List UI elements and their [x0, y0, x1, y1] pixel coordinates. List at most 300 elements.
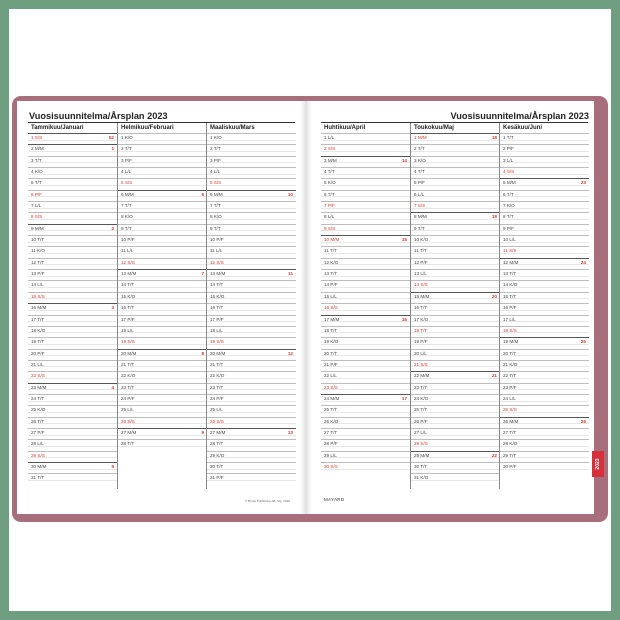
day-list — [500, 133, 589, 473]
day-row[interactable] — [321, 405, 410, 416]
day-row[interactable] — [28, 292, 117, 303]
day-row[interactable] — [500, 292, 589, 303]
day-row[interactable] — [207, 439, 296, 450]
week-number: 52 — [108, 135, 114, 140]
day-row[interactable] — [207, 190, 296, 201]
day-label: 23 M/M — [31, 384, 47, 390]
day-row[interactable] — [411, 190, 500, 201]
month-column — [410, 123, 500, 489]
day-row[interactable] — [207, 428, 296, 439]
day-row[interactable] — [321, 394, 410, 405]
day-row[interactable] — [500, 349, 589, 360]
day-row[interactable] — [500, 178, 589, 189]
day-label: 16 T/T — [121, 305, 135, 311]
day-row[interactable] — [28, 360, 117, 371]
day-label: 23 P/F — [503, 384, 517, 390]
day-label: 8 S/S — [31, 214, 43, 220]
day-row[interactable] — [321, 371, 410, 382]
day-row[interactable] — [207, 315, 296, 326]
day-list — [207, 133, 296, 485]
day-row[interactable] — [500, 303, 589, 314]
day-row[interactable] — [28, 349, 117, 360]
day-row[interactable] — [500, 167, 589, 178]
day-label: 31 T/T — [31, 475, 45, 481]
day-row[interactable] — [207, 451, 296, 462]
day-row[interactable] — [207, 462, 296, 473]
week-number: 23 — [580, 180, 586, 186]
day-row[interactable] — [207, 133, 296, 144]
day-row[interactable] — [118, 417, 207, 428]
day-row[interactable] — [28, 235, 117, 246]
day-row[interactable] — [207, 156, 296, 167]
week-number: 11 — [288, 271, 293, 277]
day-row[interactable] — [28, 280, 117, 291]
day-row[interactable] — [28, 473, 117, 484]
day-row[interactable] — [118, 428, 207, 439]
day-row[interactable] — [28, 371, 117, 382]
day-row[interactable] — [118, 235, 207, 246]
day-label: 11 S/S — [503, 248, 517, 254]
day-row[interactable] — [28, 144, 117, 155]
day-row[interactable] — [321, 133, 410, 144]
day-row[interactable] — [411, 383, 500, 394]
day-row[interactable] — [500, 156, 589, 167]
day-label: 16 S/S — [324, 305, 338, 311]
day-label: 15 T/T — [503, 293, 517, 299]
day-row[interactable] — [500, 326, 589, 337]
day-label: 19 S/S — [210, 339, 224, 345]
day-label: 20 T/T — [324, 350, 338, 356]
day-row[interactable] — [118, 280, 207, 291]
day-row[interactable] — [411, 337, 500, 348]
day-row[interactable] — [321, 258, 410, 269]
day-label: 19 K/O — [324, 339, 339, 345]
day-row[interactable] — [118, 360, 207, 371]
day-label: 24 P/F — [121, 395, 135, 401]
day-label: 7 L/L — [31, 203, 42, 209]
day-label: 17 M/M — [324, 316, 340, 322]
day-row[interactable] — [321, 156, 410, 167]
day-row[interactable] — [118, 178, 207, 189]
day-label: 23 T/T — [121, 384, 135, 390]
day-row[interactable] — [321, 315, 410, 326]
day-row[interactable] — [500, 439, 589, 450]
calendar-grid-left — [28, 122, 295, 489]
day-label: 13 L/L — [414, 271, 427, 277]
day-row[interactable] — [207, 405, 296, 416]
day-row[interactable] — [500, 462, 589, 473]
day-row[interactable] — [118, 201, 207, 212]
day-row[interactable] — [500, 133, 589, 144]
day-row[interactable] — [321, 337, 410, 348]
day-row[interactable] — [321, 383, 410, 394]
row-guideline — [321, 140, 410, 141]
day-label: 18 L/L — [121, 327, 134, 333]
day-row[interactable] — [118, 292, 207, 303]
day-row[interactable] — [118, 383, 207, 394]
day-row[interactable] — [118, 315, 207, 326]
day-row[interactable] — [500, 201, 589, 212]
day-row[interactable] — [118, 303, 207, 314]
week-number: 4 — [111, 384, 114, 390]
day-row[interactable] — [411, 246, 500, 257]
day-row[interactable] — [207, 246, 296, 257]
day-row[interactable] — [207, 178, 296, 189]
day-label: 12 K/O — [324, 259, 339, 265]
day-label: 5 K/O — [324, 180, 336, 186]
day-label: 12 S/S — [121, 259, 135, 265]
week-number: 25 — [580, 339, 586, 345]
day-label: 15 K/O — [121, 293, 136, 299]
day-label: 29 M/M — [414, 452, 430, 458]
day-row[interactable] — [321, 167, 410, 178]
day-row[interactable] — [118, 439, 207, 450]
day-row[interactable] — [28, 383, 117, 394]
day-row[interactable] — [28, 133, 117, 144]
day-row[interactable] — [321, 303, 410, 314]
day-row[interactable] — [207, 417, 296, 428]
day-label: 4 L/L — [210, 169, 221, 175]
day-label: 4 L/L — [121, 169, 132, 175]
day-row[interactable] — [500, 428, 589, 439]
day-label: 17 P/F — [121, 316, 135, 322]
day-label: 1 S/S — [31, 135, 43, 140]
week-number: 2 — [111, 225, 114, 231]
week-number: 12 — [287, 350, 293, 356]
day-row[interactable] — [411, 360, 500, 371]
day-label: 14 K/O — [503, 282, 518, 288]
day-row[interactable] — [321, 190, 410, 201]
day-row[interactable] — [411, 315, 500, 326]
day-label: 26 T/T — [31, 418, 45, 424]
day-row[interactable] — [411, 326, 500, 337]
day-label: 15 K/O — [210, 293, 225, 299]
day-row[interactable] — [411, 201, 500, 212]
day-label: 31 P/F — [210, 475, 224, 481]
day-row[interactable] — [28, 326, 117, 337]
day-row[interactable] — [207, 212, 296, 223]
day-row[interactable] — [28, 201, 117, 212]
day-label: 1 T/T — [503, 135, 514, 140]
day-row[interactable] — [411, 133, 500, 144]
calendar-grid-right — [321, 122, 588, 489]
day-label: 12 S/S — [210, 259, 224, 265]
day-label: 11 L/L — [121, 248, 134, 254]
day-row[interactable] — [500, 144, 589, 155]
month-column — [206, 123, 296, 489]
day-row[interactable] — [411, 178, 500, 189]
day-row[interactable] — [411, 439, 500, 450]
day-row[interactable] — [207, 167, 296, 178]
day-label: 2 S/S — [324, 146, 336, 152]
day-row[interactable] — [411, 473, 500, 484]
day-row[interactable] — [411, 451, 500, 462]
day-label: 2 M/M — [31, 146, 44, 152]
copyright-note: © Burde Publishing AB, Sig. 7049 — [245, 499, 290, 503]
week-number: 8 — [201, 350, 204, 356]
day-row[interactable] — [411, 303, 500, 314]
day-row[interactable] — [118, 326, 207, 337]
day-row[interactable] — [411, 280, 500, 291]
day-row[interactable] — [207, 394, 296, 405]
day-row[interactable] — [411, 235, 500, 246]
day-row[interactable] — [411, 156, 500, 167]
day-label: 8 K/O — [121, 214, 133, 220]
day-row[interactable] — [28, 451, 117, 462]
day-row[interactable] — [118, 246, 207, 257]
day-row[interactable] — [411, 371, 500, 382]
day-row[interactable] — [207, 360, 296, 371]
row-guideline — [321, 219, 410, 220]
day-row[interactable] — [118, 144, 207, 155]
day-label: 28 T/T — [210, 441, 224, 447]
day-row[interactable] — [500, 360, 589, 371]
day-row[interactable] — [28, 167, 117, 178]
day-row[interactable] — [411, 144, 500, 155]
day-row[interactable] — [118, 167, 207, 178]
day-row[interactable] — [321, 417, 410, 428]
day-label: 29 K/O — [210, 452, 225, 458]
day-row[interactable] — [411, 258, 500, 269]
day-row[interactable] — [28, 178, 117, 189]
day-row[interactable] — [28, 394, 117, 405]
day-label: 2 T/T — [121, 146, 132, 152]
day-row[interactable] — [207, 473, 296, 484]
day-label: 29 L/L — [324, 452, 337, 458]
day-row[interactable] — [321, 439, 410, 450]
day-label: 14 P/F — [324, 282, 338, 288]
day-row[interactable] — [321, 462, 410, 473]
day-row[interactable] — [28, 156, 117, 167]
day-row[interactable] — [321, 269, 410, 280]
day-label: 25 L/L — [121, 407, 134, 413]
day-label: 30 S/S — [324, 463, 338, 469]
day-row[interactable] — [28, 462, 117, 473]
day-row[interactable] — [500, 280, 589, 291]
day-label: 12 P/F — [414, 259, 428, 265]
day-row[interactable] — [321, 246, 410, 257]
day-row[interactable] — [207, 258, 296, 269]
day-row[interactable] — [118, 394, 207, 405]
day-label: 17 L/L — [503, 316, 516, 322]
day-row[interactable] — [207, 292, 296, 303]
day-label: 3 P/F — [121, 157, 132, 163]
day-row[interactable] — [411, 394, 500, 405]
day-row[interactable] — [321, 235, 410, 246]
day-label: 20 M/M — [121, 350, 137, 356]
day-row[interactable] — [500, 405, 589, 416]
day-row[interactable] — [500, 258, 589, 269]
day-row[interactable] — [500, 315, 589, 326]
day-row[interactable] — [28, 439, 117, 450]
day-row[interactable] — [321, 144, 410, 155]
day-label: 10 T/T — [31, 237, 45, 243]
day-row[interactable] — [118, 133, 207, 144]
month-header: Helmikuu/Februari — [121, 125, 174, 131]
day-label: 9 T/T — [210, 225, 221, 231]
day-row[interactable] — [411, 212, 500, 223]
day-label: 20 M/M — [210, 350, 226, 356]
day-row[interactable] — [118, 224, 207, 235]
day-row[interactable] — [411, 167, 500, 178]
day-label: 5 S/S — [121, 180, 133, 186]
day-row[interactable] — [28, 303, 117, 314]
day-row[interactable] — [500, 371, 589, 382]
day-row[interactable] — [28, 315, 117, 326]
day-row[interactable] — [411, 349, 500, 360]
day-row[interactable] — [28, 405, 117, 416]
week-number: 15 — [401, 237, 407, 243]
day-label: 7 S/S — [414, 203, 426, 209]
day-row[interactable] — [411, 224, 500, 235]
day-row[interactable] — [321, 349, 410, 360]
book-gutter — [300, 101, 312, 514]
day-row[interactable] — [500, 224, 589, 235]
day-label: 27 T/T — [324, 429, 338, 435]
day-row[interactable] — [28, 258, 117, 269]
day-row[interactable] — [411, 428, 500, 439]
day-label: 28 T/T — [121, 441, 135, 447]
day-row[interactable] — [321, 292, 410, 303]
day-row[interactable] — [207, 326, 296, 337]
day-row[interactable] — [321, 360, 410, 371]
day-label: 23 S/S — [324, 384, 338, 390]
day-label: 26 M/M — [503, 418, 519, 424]
day-row[interactable] — [321, 451, 410, 462]
day-label: 22 S/S — [31, 373, 45, 379]
day-row[interactable] — [411, 269, 500, 280]
day-label: 22 K/O — [210, 373, 225, 379]
day-row[interactable] — [411, 292, 500, 303]
day-row[interactable] — [207, 280, 296, 291]
day-label: 22 K/O — [121, 373, 136, 379]
row-guideline — [411, 196, 500, 197]
row-guideline — [118, 174, 207, 175]
day-row[interactable] — [207, 235, 296, 246]
day-row[interactable] — [118, 190, 207, 201]
day-label: 22 T/T — [503, 373, 517, 379]
day-label: 14 S/S — [414, 282, 428, 288]
day-label: 6 M/M — [210, 191, 223, 197]
day-row[interactable] — [500, 451, 589, 462]
day-row[interactable] — [500, 190, 589, 201]
day-label: 27 P/F — [31, 429, 45, 435]
day-row[interactable] — [500, 269, 589, 280]
day-row[interactable] — [207, 269, 296, 280]
day-row[interactable] — [28, 246, 117, 257]
day-label: 14 T/T — [121, 282, 135, 288]
day-row[interactable] — [321, 280, 410, 291]
day-label: 25 S/S — [503, 407, 517, 413]
week-number: 24 — [580, 259, 586, 265]
year-tab[interactable] — [592, 451, 604, 477]
day-row[interactable] — [321, 224, 410, 235]
month-column — [117, 123, 207, 489]
day-label: 24 P/F — [210, 395, 224, 401]
month-column — [28, 123, 117, 489]
day-label: 18 T/T — [324, 327, 338, 333]
day-label: 1 L/L — [324, 135, 335, 140]
week-number: 7 — [201, 271, 204, 277]
day-row[interactable] — [118, 371, 207, 382]
day-row[interactable] — [118, 258, 207, 269]
day-row[interactable] — [28, 190, 117, 201]
day-row[interactable] — [118, 405, 207, 416]
day-label: 14 T/T — [210, 282, 224, 288]
day-row[interactable] — [28, 269, 117, 280]
day-label: 19 T/T — [31, 339, 45, 345]
day-label: 13 M/M — [121, 271, 137, 277]
day-row[interactable] — [118, 269, 207, 280]
week-number: 3 — [111, 305, 114, 311]
day-label: 13 P/F — [31, 271, 45, 277]
row-guideline — [207, 174, 296, 175]
day-row[interactable] — [28, 337, 117, 348]
day-row[interactable] — [28, 417, 117, 428]
day-row[interactable] — [500, 246, 589, 257]
day-row[interactable] — [207, 337, 296, 348]
day-row[interactable] — [207, 349, 296, 360]
day-row[interactable] — [500, 212, 589, 223]
day-row[interactable] — [321, 178, 410, 189]
day-row[interactable] — [321, 201, 410, 212]
day-row[interactable] — [207, 303, 296, 314]
day-label: 19 S/S — [121, 339, 135, 345]
day-label: 10 M/M — [324, 237, 340, 243]
day-row[interactable] — [500, 417, 589, 428]
day-label: 6 L/L — [414, 191, 425, 197]
day-label: 18 S/S — [503, 327, 517, 333]
day-row[interactable] — [28, 428, 117, 439]
day-row[interactable] — [500, 394, 589, 405]
day-label: 8 T/T — [503, 214, 514, 220]
day-label: 7 T/T — [121, 203, 132, 209]
day-row[interactable] — [411, 417, 500, 428]
day-row[interactable] — [207, 144, 296, 155]
day-label: 13 T/T — [503, 271, 517, 277]
day-row[interactable] — [118, 156, 207, 167]
day-row[interactable] — [207, 201, 296, 212]
day-row[interactable] — [500, 337, 589, 348]
day-row[interactable] — [321, 326, 410, 337]
day-row[interactable] — [500, 383, 589, 394]
day-row[interactable] — [411, 405, 500, 416]
day-row[interactable] — [28, 224, 117, 235]
day-row[interactable] — [500, 235, 589, 246]
day-label: 21 P/F — [324, 361, 338, 367]
day-label: 10 K/O — [414, 237, 429, 243]
day-label: 11 K/O — [31, 248, 45, 254]
day-row[interactable] — [321, 428, 410, 439]
day-row[interactable] — [28, 212, 117, 223]
brand-logo: MAYARD — [324, 497, 345, 502]
day-row[interactable] — [207, 371, 296, 382]
day-label: 20 P/F — [31, 350, 45, 356]
day-row[interactable] — [207, 224, 296, 235]
day-row[interactable] — [118, 349, 207, 360]
left-page — [17, 101, 300, 514]
day-row[interactable] — [118, 337, 207, 348]
day-label: 6 P/F — [31, 191, 42, 197]
day-row[interactable] — [411, 462, 500, 473]
day-row[interactable] — [321, 212, 410, 223]
day-label: 2 T/T — [414, 146, 425, 152]
day-label: 21 S/S — [414, 361, 428, 367]
day-label: 9 T/T — [121, 225, 132, 231]
day-row[interactable] — [118, 212, 207, 223]
day-row[interactable] — [207, 383, 296, 394]
day-label: 25 T/T — [324, 407, 338, 413]
